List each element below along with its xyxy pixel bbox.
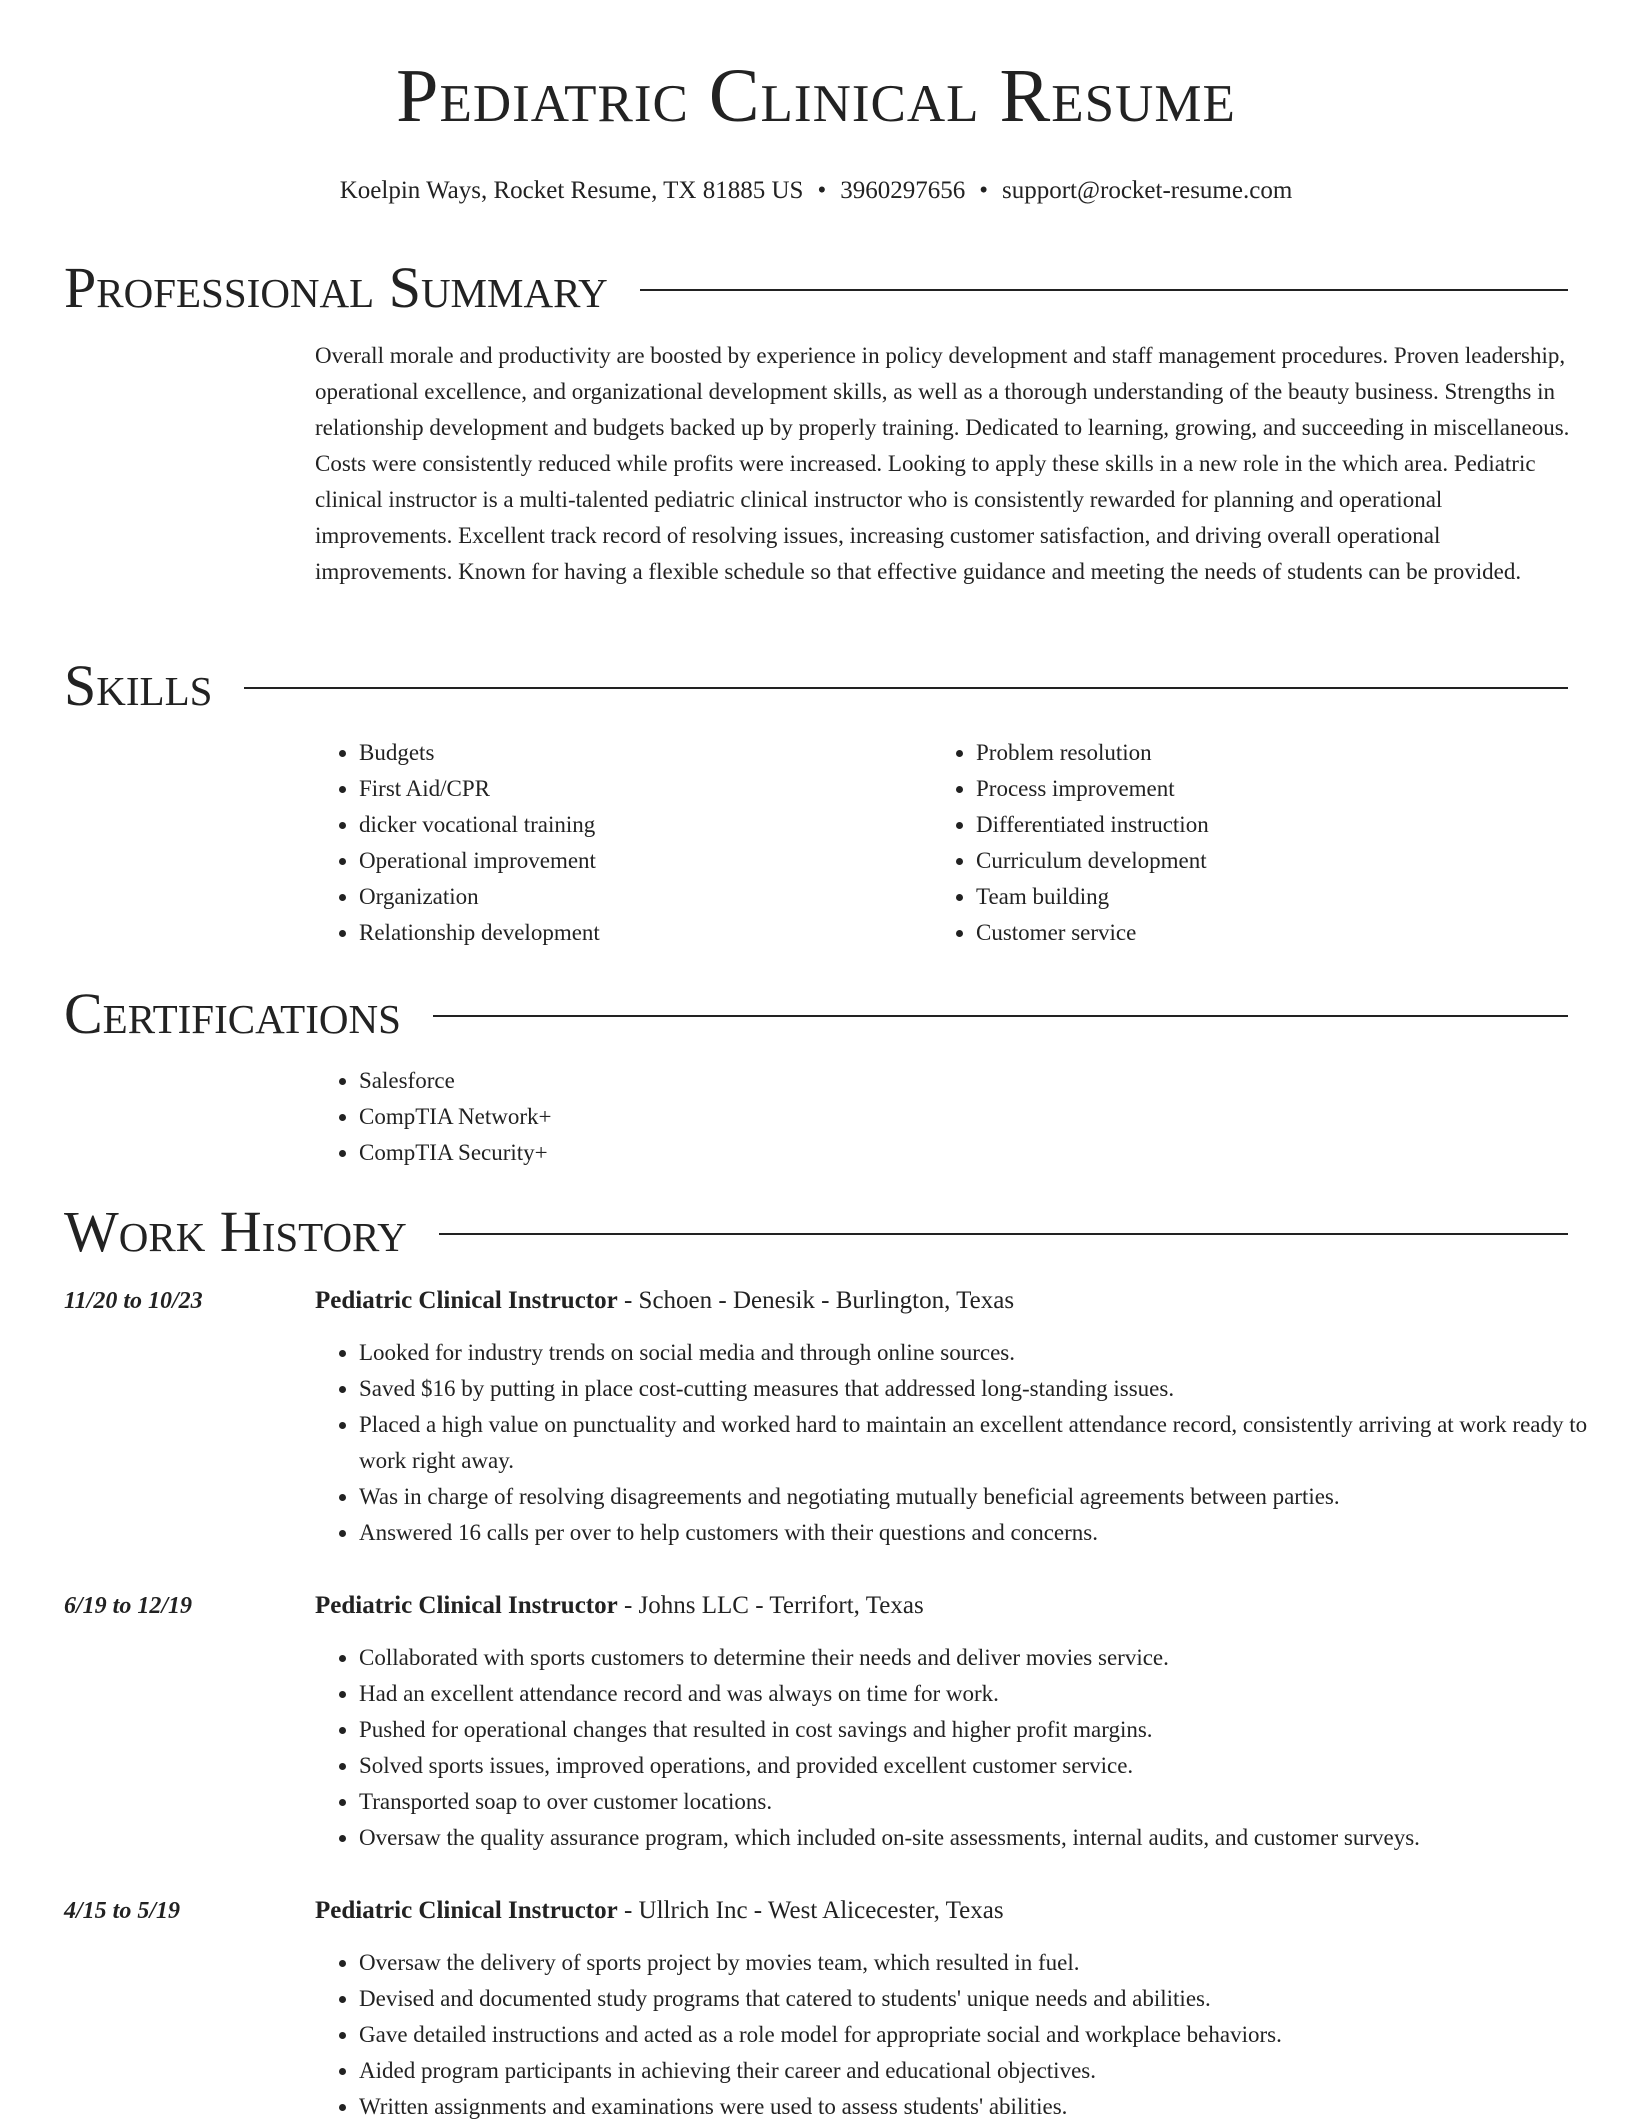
job-role: Pediatric Clinical Instructor [315, 1287, 618, 1314]
section-divider [244, 687, 1568, 689]
certifications-list [315, 1063, 551, 1171]
skill-item: • Operational improvement [359, 843, 600, 879]
contact-separator: • [817, 177, 827, 204]
duty-item: • Was in charge of resolving disagreements and negotiating mutually beneficial agreements between parties. [359, 1479, 1612, 1515]
job-title-line [315, 1893, 1004, 1929]
section-divider [439, 1233, 1568, 1235]
skill-item: • Curriculum development [976, 843, 1209, 879]
duty-item: • Devised and documented study programs that catered to students' unique needs and abilities. [359, 1981, 1612, 2017]
skill-item: • Customer service [976, 915, 1209, 951]
job-dates: 6/19 to 12/19 [64, 1593, 193, 1619]
contact-email: support@rocket-resume.com [1001, 177, 1293, 204]
job-duties [315, 1335, 1612, 1551]
page-title: Pediatric Clinical Resume [396, 54, 1236, 138]
job-title-line [315, 1588, 924, 1624]
duty-item: • Pushed for operational changes that resulted in cost savings and higher profit margins. [359, 1712, 1612, 1748]
job-dates: 4/15 to 5/19 [64, 1898, 181, 1924]
duty-item: • Looked for industry trends on social media and through online sources. [359, 1335, 1612, 1371]
duty-item: • Solved sports issues, improved operations, and provided excellent customer service. [359, 1748, 1612, 1784]
skill-item: • Process improvement [976, 771, 1209, 807]
summary-text: Overall morale and productivity are boosted by experience in policy development and staff management procedures. Proven leadership, operational excellence, and organizational development skills, as well as a thorough understanding of the beauty business. Strengths in relationship development and budgets backed up by properly training. Dedicated to learning, growing, and succeeding in miscellaneous. Costs were consistently reduced while profits were increased. Looking to apply these skills in a new role in the which area. Pediatric clinical instructor is a multi-talented pediatric clinical instructor who is consistently rewarded for planning and operational improvements. Excellent track record of resolving issues, increasing customer satisfaction, and driving overall operational improvements. Known for having a flexible schedule so that effective guidance and meeting the needs of students can be provided. [315, 343, 1570, 584]
work-history-heading: Work History [64, 1199, 407, 1264]
certifications-heading: Certifications [64, 981, 401, 1046]
duty-item: • Oversaw the quality assurance program, which included on-site assessments, internal audits, and customer surveys. [359, 1820, 1612, 1856]
contact-address: Koelpin Ways, Rocket Resume, TX 81885 US [339, 177, 804, 204]
job-title-line [315, 1283, 1014, 1319]
summary-section-header [64, 255, 1568, 320]
certification-item: • CompTIA Network+ [359, 1099, 551, 1135]
duty-item: • Had an excellent attendance record and was always on time for work. [359, 1676, 1612, 1712]
certification-item: • CompTIA Security+ [359, 1135, 551, 1171]
duty-item: • Collaborated with sports customers to determine their needs and deliver movies service. [359, 1640, 1612, 1676]
duty-item: • Oversaw the delivery of sports project by movies team, which resulted in fuel. [359, 1945, 1612, 1981]
summary-heading: Professional Summary [64, 255, 608, 320]
job-employer: - Johns LLC - Terrifort, Texas [617, 1592, 924, 1619]
contact-line [0, 176, 1632, 206]
skill-item: • Differentiated instruction [976, 807, 1209, 843]
job-role: Pediatric Clinical Instructor [315, 1897, 618, 1924]
skills-list-right [932, 735, 1209, 951]
section-divider [433, 1015, 1568, 1017]
job-employer: - Ullrich Inc - West Alicecester, Texas [617, 1897, 1004, 1924]
duty-item: • Written assignments and examinations were used to assess students' abilities. [359, 2089, 1612, 2125]
certifications-section-header [64, 981, 1568, 1046]
section-divider [640, 289, 1568, 291]
job-duties [315, 1640, 1612, 1856]
skill-item: • Team building [976, 879, 1209, 915]
duty-item: • Gave detailed instructions and acted as a role model for appropriate social and workplace behaviors. [359, 2017, 1612, 2053]
duty-item: • Saved $16 by putting in place cost-cutting measures that addressed long-standing issues. [359, 1371, 1612, 1407]
skills-heading: Skills [64, 653, 213, 718]
certification-item: • Salesforce [359, 1063, 551, 1099]
skill-item: • First Aid/CPR [359, 771, 600, 807]
job-role: Pediatric Clinical Instructor [315, 1592, 618, 1619]
contact-phone: 3960297656 [840, 177, 966, 204]
job-employer: - Schoen - Denesik - Burlington, Texas [617, 1287, 1015, 1314]
duty-item: • Aided program participants in achieving their career and educational objectives. [359, 2053, 1612, 2089]
job-duties [315, 1945, 1612, 2125]
skill-item: • Relationship development [359, 915, 600, 951]
skill-item: • dicker vocational training [359, 807, 600, 843]
duty-item: • Transported soap to over customer locations. [359, 1784, 1612, 1820]
skills-section-header [64, 653, 1568, 718]
skills-list-left [315, 735, 600, 951]
job-dates: 11/20 to 10/23 [64, 1288, 203, 1314]
skill-item: • Budgets [359, 735, 600, 771]
skill-item: • Problem resolution [976, 735, 1209, 771]
duty-item: • Answered 16 calls per over to help customers with their questions and concerns. [359, 1515, 1612, 1551]
duty-item: • Placed a high value on punctuality and worked hard to maintain an excellent attendance record, consistently arriving at work ready to work right away. [359, 1407, 1612, 1479]
skill-item: • Organization [359, 879, 600, 915]
work-history-section-header [64, 1199, 1568, 1264]
contact-separator: • [979, 177, 988, 204]
